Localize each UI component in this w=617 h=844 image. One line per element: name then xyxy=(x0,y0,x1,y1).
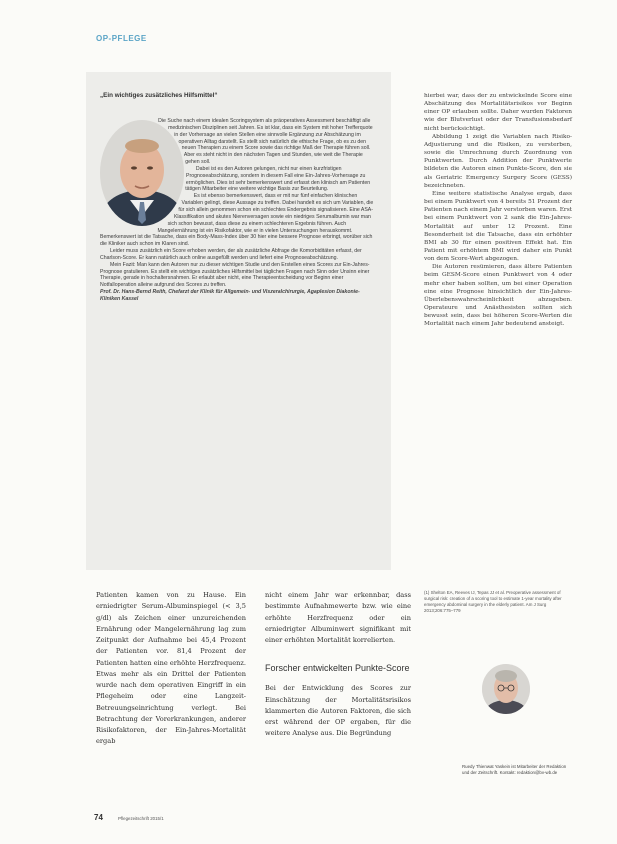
body-paragraph: Die Autoren resümieren, dass ältere Patienten beim GESM-Score einen Punktwert von 4 oder mehr eher haben sollten, um bei einer Operation eine eine Prognose hinsichtlich der Ein-Jahres-Überlebenswahrscheinlichkeit abzugeben. Operateure und Anästhesisten sollten sich bewusst sein, dass bei höheren Score-Werten die Mortalität nach einem Jahr bedeutend ansteigt. xyxy=(424,264,572,328)
author-portrait xyxy=(100,120,184,226)
body-paragraph: hierbei war, dass der zu entwickelnde Score eine Abschätzung des Mortalitätsrisikos vor Beginn einer OP erlauben sollte. Daher wurden Faktoren wie der Blutverlust oder der Transfusionsbedarf nicht berücksichtigt. xyxy=(424,93,572,132)
journal-footer: Pflegezeitschrift 2015/1 xyxy=(118,816,164,821)
body-paragraph: Patienten kamen von zu Hause. Ein erniedrigter Serum-Albuminspiegel (< 3,5 g/dl) als Zeichen einer unzureichenden Ernährung oder Mangelernährung lag zum Zeitpunkt der Aufnahme bei 45,4 Prozent der Patienten vor. 81,4 Prozent der Patienten hatten eine erhöhte Herzfrequenz. Etwas mehr als ein Drittel der Patienten wurde nach dem operativen Eingriff in ein Pflegeheim oder eine Langzeit-Betreuungseinrichtung verlegt. Bei Betrachtung der Vorerkrankungen, anderer Risikofaktoren, der Ein-Jahres-Mortalität ergab xyxy=(96,591,246,746)
body-paragraph: Eine weitere statistische Analyse ergab, dass bei einem Punktwert von 4 bereits 51 Prozent der Patienten nach einem Jahr verstorben waren. Erst bei einem Punktwert von 2 sank die Ein-Jahres-Mortalität auf unter 12 Prozent. Eine Besonderheit ist die Tatsache, dass ein erhöhter BMI ab 30 für einen positiven Effekt hat. Ein Patient mit erhöhtem BMI wird daher ein Punkt von dem Score-Wert abgezogen. xyxy=(424,190,572,263)
commentary-signature: Prof. Dr. Hans-Bernd Reith, Chefarzt der Klinik für Allgemein- und Viszeralchirurgie, Agaplesion Diakonie-Kliniken Kassel xyxy=(100,289,360,302)
section-label: OP-PFLEGE xyxy=(96,34,147,43)
page-number: 74 xyxy=(94,813,103,822)
editor-portrait xyxy=(482,664,530,714)
body-paragraph: Bei der Entwicklung des Scores zur Einschätzung der Mortalitätsrisikos klammerten die Autoren Faktoren, die sich erst während der OP ergaben, für die weitere Analyse aus. Die Begründung xyxy=(265,684,411,738)
commentary-paragraph: Mein Fazit: Man kann den Autoren nur zu dieser wichtigen Studie und den Erstellen eines Scores zur Ein-Jahres-Prognose gratulieren. Es stellt ein wichtiges zusätzliches Hilfsmittel bei täglichen Fragen nach Sinn oder Unsinn einer Therapie, gerade in hochaltersnahmen. Er erlaubt aber nicht, eine Therapieentscheidung vor Beginn einer Notfalloperation alleine aufgrund des Scores zu treffen. xyxy=(100,261,370,289)
commentary-paragraph: Leider muss zusätzlich ein Score erhoben werden, der als zusätzliche Abfrage die Komorbiditäten erfasst, der Charlson-Score. Er kann natürlich auch online ausgefüllt werden und liefert eine Prognoseabschätzung. xyxy=(100,248,362,261)
subheading: Forscher entwickelten Punkte-Score xyxy=(265,663,410,674)
box-title: „Ein wichtiges zusätzliches Hilfsmittel“ xyxy=(100,92,218,99)
body-paragraph: Abbildung 1 zeigt die Variablen nach Risiko-Adjustierung und die Risiken, zu versterben, sowie die Umrechnung durch Zuordnung von Punktwerten. Durch Addition der Punktwerte bildeten die Autoren einen Punkte-Score, den sie als Geriatric Emergency Surgery Score (GESS) bezeichneten. xyxy=(424,133,572,189)
body-paragraph: nicht einem Jahr war erkennbar, dass bestimmte Aufnahmewerte bzw. wie eine erhöhte Herzfrequenz oder ein erniedrigter Albuminwert signifikant mit einer erhöhten Mortalität korrelierten. xyxy=(265,591,411,644)
commentary-paragraph: Es ist ebenso bemerkenswert, dass er mit nur fünf einfachen klinischen Variablen gelingt, diese Aussage zu treffen. Dabei handelt es sich um Variablen, die für sich allein genommen schon ein schlechtes Endergebnis signalisieren. Eine ASA-Klassifikation und akutes Nierenversagen sowie ein niedriges Serumalbumin war man sich schon bewusst, dass diese zu einem schlechteren Ergebnis führen. Auch Mangelernährung ist ein Risikofaktor, wie er in vielen Untersuchungen herauskommt. Bemerkenswert ist die Tatsache, dass ein Body-Mass-Index über 30 hier eine bessere Prognose erbringt, worüber sich die Kliniker auch schon im Klaren sind. xyxy=(100,193,374,248)
photo-caption: Ruedy Thienwat Yaskein ist Mitarbeiter der Redaktion und der Zeitschrift. Kontakt: redaktion@bv-wb.de xyxy=(462,764,567,775)
lower-column-2 xyxy=(265,590,411,740)
lower-column-1 xyxy=(96,590,246,748)
right-column xyxy=(424,92,572,329)
reference-note: (1) Shelton EA, Reeves IJ, Tepas JJ et al. Preoperative assessment of surgical risk: creation of a scoring tool to estimate 1-year mortality after emergency abdominal surgery in the elderly patient. Am J Surg 2013;206:775–779 xyxy=(424,590,562,613)
commentary-paragraph: Die Suche nach einem idealen Scoringsystem als präoperatives Assessment beschäftigt alle medizinischen Disziplinen seit Jahren. Es ist klar, dass ein System mit hoher Trefferquote in der Vorhersage an vielen Stellen eine sinnvolle Ergänzung zur Abschätzung im operativen Alltag darstellt. Es stellt sich natürlich die ethische Frage, ob es zu den neuen Therapien zu einem Score sowie das richtige Maß der Therapie führen soll. Aber es steht nicht in den nächsten Tagen und Stunden, wie weit die Therapie gehen soll. xyxy=(158,118,373,166)
commentary-paragraph: Dabei ist es den Autoren gelungen, nicht nur einen kurzfristigen Prognoseabschätzung, sondern in diesem Fall eine Ein-Jahres-Vorhersage zu ermöglichen. Dies ist sehr bemerkenswert und erfasst den klinisch am Patienten tätigen Mitarbeiter eine weitere wichtige Basis zur Beurteilung. xyxy=(185,165,371,193)
